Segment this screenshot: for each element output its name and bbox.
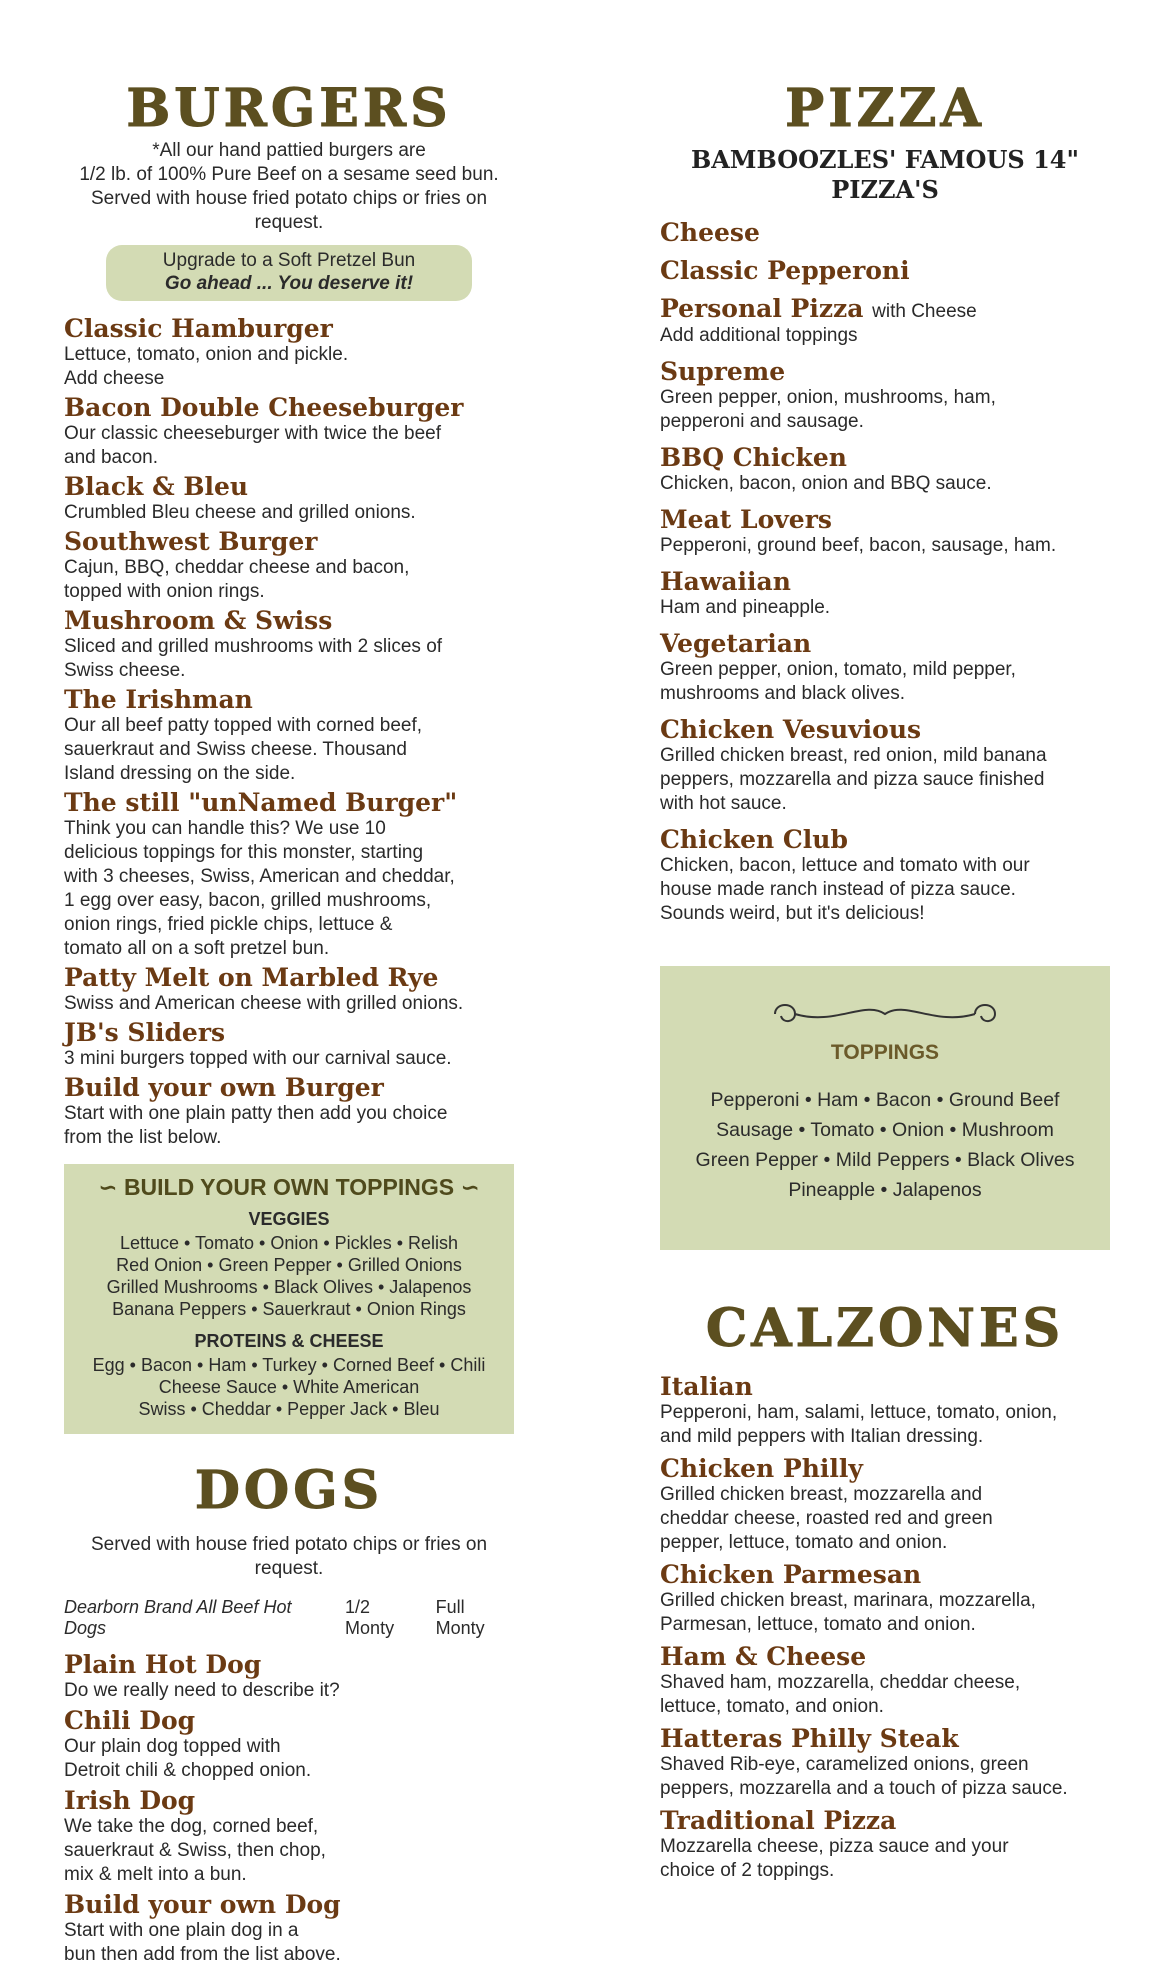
burgers-item-desc: Swiss cheese. — [64, 660, 186, 681]
calzones-item-desc: Grilled chicken breast, mozzarella and — [660, 1484, 983, 1505]
burgers-item-desc: and bacon. — [64, 447, 159, 468]
calzones-item-name-text: Ham & Cheese — [660, 1642, 867, 1671]
burgers-item-desc: 3 mini burgers topped with our carnival sauce. — [64, 1048, 452, 1069]
calzones-item — [660, 1725, 1110, 1801]
burgers-item-name — [64, 528, 514, 556]
pizza-item-desc: Green pepper, onion, tomato, mild pepper, — [660, 659, 1016, 680]
pizza-item-name — [660, 568, 1110, 596]
burgers-item — [64, 528, 514, 604]
burgers-item-desc: 1 egg over easy, bacon, grilled mushrooms, — [64, 890, 432, 911]
burgers-item-desc: Lettuce, tomato, onion and pickle. — [64, 344, 349, 365]
pizza-item-desc: house made ranch instead of pizza sauce. — [660, 879, 1016, 900]
build-toppings-header — [64, 1172, 514, 1202]
calzone-items — [660, 1373, 1110, 1883]
pizza-toppings-list — [660, 1085, 1110, 1205]
dogs-item-desc: Our plain dog topped with — [64, 1736, 281, 1757]
burgers-item — [64, 394, 514, 470]
calzones-item-name — [660, 1725, 1110, 1753]
burgers-item — [64, 1074, 514, 1150]
burgers-item-name — [64, 1074, 514, 1102]
veggie-line: Red Onion • Green Pepper • Grilled Onions — [116, 1255, 462, 1275]
pizza-item-desc: with hot sauce. — [660, 793, 787, 814]
burgers-item-name — [64, 394, 514, 422]
pizza-item-name-text: Vegetarian — [660, 629, 812, 658]
calzones-item-desc: peppers, mozzarella and a touch of pizza sauce. — [660, 1778, 1068, 1799]
burgers-item-desc: Swiss and American cheese with grilled onions. — [64, 993, 464, 1014]
burgers-item-name-text: The still "unNamed Burger" — [64, 788, 458, 817]
full-monty-label: Full Monty — [435, 1597, 485, 1638]
calzones-item-name — [660, 1643, 1110, 1671]
burgers-item-name — [64, 964, 514, 992]
dogs-item-desc: Start with one plain dog in a — [64, 1920, 299, 1941]
pizza-item — [660, 506, 1110, 558]
burgers-intro — [64, 139, 514, 235]
burgers-item — [64, 315, 514, 391]
burgers-item — [64, 473, 514, 525]
burgers-item-name-text: Patty Melt on Marbled Rye — [64, 963, 439, 992]
calzones-item — [660, 1643, 1110, 1719]
proteins-heading: PROTEINS & CHEESE — [194, 1331, 384, 1351]
calzones-item-name-text: Chicken Parmesan — [660, 1560, 922, 1589]
calzones-item-name-text: Italian — [660, 1372, 753, 1401]
veggie-line: Grilled Mushrooms • Black Olives • Jalapenos — [106, 1277, 472, 1297]
pizza-item-name-text: Supreme — [660, 357, 786, 386]
pizza-topping-line: Pepperoni • Ham • Bacon • Ground Beef — [710, 1089, 1060, 1111]
calzones-item-desc: pepper, lettuce, tomato and onion. — [660, 1532, 948, 1553]
pizza-item — [660, 295, 1110, 348]
dogs-brand: Dearborn Brand All Beef Hot Dogs — [64, 1597, 292, 1638]
burgers-item-desc: Our all beef patty topped with corned beef, — [64, 715, 423, 736]
dogs-item-name-text: Plain Hot Dog — [64, 1650, 262, 1679]
pizza-item-name — [660, 444, 1110, 472]
calzones-item-desc: Grilled chicken breast, marinara, mozzarella, — [660, 1590, 1036, 1611]
dogs-item-desc: Detroit chili & chopped onion. — [64, 1760, 312, 1781]
burgers-item — [64, 686, 514, 786]
scroll-ornament-icon — [755, 996, 1015, 1032]
calzones-item — [660, 1807, 1110, 1883]
right-column — [660, 0, 1110, 1883]
pizza-item-name-text: Chicken Club — [660, 825, 848, 854]
calzones-item-name — [660, 1455, 1110, 1483]
burgers-item — [64, 1019, 514, 1071]
pizza-item-desc: peppers, mozzarella and pizza sauce finished — [660, 769, 1045, 790]
veggie-line: Lettuce • Tomato • Onion • Pickles • Relish — [119, 1233, 459, 1253]
veggie-line: Banana Peppers • Sauerkraut • Onion Rings — [112, 1299, 466, 1319]
dogs-item-desc: sauerkraut & Swiss, then chop, — [64, 1840, 326, 1861]
burger-items — [64, 315, 514, 1150]
veggies-heading: VEGGIES — [248, 1209, 330, 1229]
calzones-item-desc: lettuce, tomato, and onion. — [660, 1696, 884, 1717]
protein-line: Egg • Bacon • Ham • Turkey • Corned Beef • Chili — [92, 1355, 486, 1375]
burgers-item-name-text: Southwest Burger — [64, 527, 318, 556]
dogs-item — [64, 1787, 514, 1887]
calzones-item-name-text: Hatteras Philly Steak — [660, 1724, 959, 1753]
burgers-item-desc: from the list below. — [64, 1127, 222, 1148]
pizza-toppings-title: TOPPINGS — [830, 1041, 940, 1064]
pizza-topping-line: Pineapple • Jalapenos — [788, 1179, 982, 1201]
pizza-item — [660, 568, 1110, 620]
burgers-item-desc: Island dressing on the side. — [64, 763, 296, 784]
pizza-item-name — [660, 295, 1110, 324]
pizza-item-name — [660, 716, 1110, 744]
burgers-item-desc: Cajun, BBQ, cheddar cheese and bacon, — [64, 557, 410, 578]
pizza-item — [660, 444, 1110, 496]
pizza-topping-line: Sausage • Tomato • Onion • Mushroom — [716, 1119, 1054, 1141]
pizza-item-desc: Pepperoni, ground beef, bacon, sausage, ham. — [660, 535, 1057, 556]
burgers-item-name-text: Black & Bleu — [64, 472, 249, 501]
pizza-item-desc: Green pepper, onion, mushrooms, ham, — [660, 387, 996, 408]
pizza-item-name — [660, 826, 1110, 854]
pizza-item — [660, 826, 1110, 926]
calzones-item-desc: Pepperoni, ham, salami, lettuce, tomato, onion, — [660, 1402, 1058, 1423]
pizza-topping-line: Green Pepper • Mild Peppers • Black Olives — [695, 1149, 1075, 1171]
dogs-item-name — [64, 1651, 514, 1679]
burgers-item-desc: tomato all on a soft pretzel bun. — [64, 938, 330, 959]
burgers-item-name — [64, 1019, 514, 1047]
pizza-item — [660, 257, 1110, 285]
burgers-item-desc: onion rings, fried pickle chips, lettuce & — [64, 914, 393, 935]
pizza-item-name — [660, 358, 1110, 386]
dogs-item-name — [64, 1707, 514, 1735]
protein-line: Swiss • Cheddar • Pepper Jack • Bleu — [138, 1399, 440, 1419]
pizza-item-desc: Sounds weird, but it's delicious! — [660, 903, 925, 924]
burgers-item — [64, 964, 514, 1016]
veggies-list — [64, 1232, 514, 1320]
pizza-item-name — [660, 257, 1110, 285]
dogs-item-name — [64, 1891, 514, 1919]
calzones-item-desc: Shaved Rib-eye, caramelized onions, green — [660, 1754, 1029, 1775]
dogs-item-name-text: Build your own Dog — [64, 1890, 341, 1919]
dogs-item — [64, 1891, 514, 1967]
upgrade-line: Upgrade to a Soft Pretzel Bun — [162, 250, 416, 271]
pizza-item-name — [660, 630, 1110, 658]
pizza-item-name-text: Personal Pizza — [660, 294, 864, 323]
dogs-item-desc: Do we really need to describe it? — [64, 1680, 340, 1701]
burgers-item-name — [64, 315, 514, 343]
burgers-item-desc: topped with onion rings. — [64, 581, 265, 602]
dogs-item-desc: mix & melt into a bun. — [64, 1864, 247, 1885]
pizza-item-desc: mushrooms and black olives. — [660, 683, 905, 704]
burgers-item-name — [64, 473, 514, 501]
pizza-item-name-text: Meat Lovers — [660, 505, 832, 534]
pizza-item-name-text: Cheese — [660, 218, 760, 247]
calzones-item-desc: choice of 2 toppings. — [660, 1860, 835, 1881]
burgers-item-name — [64, 789, 514, 817]
calzones-item-desc: Parmesan, lettuce, tomato and onion. — [660, 1614, 976, 1635]
build-toppings-box — [64, 1164, 514, 1434]
pizza-item-desc: Chicken, bacon, lettuce and tomato with our — [660, 855, 1030, 876]
pizza-item-name-text: BBQ Chicken — [660, 443, 847, 472]
pizza-item — [660, 358, 1110, 434]
build-toppings-title: BUILD YOUR OWN TOPPINGS — [123, 1174, 455, 1200]
calzones-item — [660, 1455, 1110, 1555]
pizza-item — [660, 219, 1110, 247]
calzones-item-desc: and mild peppers with Italian dressing. — [660, 1426, 984, 1447]
pizza-item-name-text: Hawaiian — [660, 567, 791, 596]
dogs-item — [64, 1707, 514, 1783]
dogs-brand-row — [64, 1597, 514, 1639]
pizza-item-desc: pepperoni and sausage. — [660, 411, 864, 432]
calzones-item-name — [660, 1561, 1110, 1589]
pretzel-upgrade-box — [106, 245, 472, 301]
calzones-title: CALZONES — [705, 1298, 1065, 1359]
burgers-title: BURGERS — [126, 78, 452, 139]
pizza-item-name-text: Chicken Vesuvious — [660, 715, 922, 744]
burgers-item-desc: Crumbled Bleu cheese and grilled onions. — [64, 502, 416, 523]
dogs-item-name-text: Irish Dog — [64, 1786, 196, 1815]
burgers-intro-line: *All our hand pattied burgers are — [152, 140, 426, 161]
dogs-item-desc: bun then add from the list above. — [64, 1944, 341, 1965]
calzones-item-name-text: Traditional Pizza — [660, 1806, 897, 1835]
dogs-item-name — [64, 1787, 514, 1815]
burgers-item-name — [64, 607, 514, 635]
pizza-item — [660, 716, 1110, 816]
calzones-item-desc: Mozzarella cheese, pizza sauce and your — [660, 1836, 1009, 1857]
pizza-item-desc: Chicken, bacon, onion and BBQ sauce. — [660, 473, 992, 494]
burgers-item-name-text: Build your own Burger — [64, 1073, 384, 1102]
pizza-toppings-box — [660, 966, 1110, 1250]
calzones-item-desc: Shaved ham, mozzarella, cheddar cheese, — [660, 1672, 1021, 1693]
dogs-intro: Served with house fried potato chips or fries on request. — [90, 1534, 488, 1579]
flourish-left-icon: ∽ — [98, 1174, 124, 1200]
pizza-item-suffix: with Cheese — [872, 301, 977, 322]
burgers-item-name-text: The Irishman — [64, 685, 253, 714]
burgers-item — [64, 607, 514, 683]
burgers-item-name-text: Classic Hamburger — [64, 314, 333, 343]
pizza-item — [660, 630, 1110, 706]
burgers-item-name — [64, 686, 514, 714]
burgers-item-desc: Sliced and grilled mushrooms with 2 slices of — [64, 636, 443, 657]
pizza-item-desc: Add additional toppings — [660, 325, 858, 346]
upgrade-tagline: Go ahead ... You deserve it! — [164, 273, 414, 294]
burgers-item — [64, 789, 514, 961]
dogs-item — [64, 1651, 514, 1703]
pizza-item-desc: Grilled chicken breast, red onion, mild banana — [660, 745, 1047, 766]
burgers-item-desc: Think you can handle this? We use 10 — [64, 818, 386, 839]
calzones-item-desc: cheddar cheese, roasted red and green — [660, 1508, 993, 1529]
left-column — [64, 0, 514, 1967]
calzones-item-name-text: Chicken Philly — [660, 1454, 863, 1483]
burgers-item-desc: with 3 cheeses, Swiss, American and cheddar, — [64, 866, 455, 887]
calzones-item-name — [660, 1807, 1110, 1835]
burgers-item-desc: sauerkraut and Swiss cheese. Thousand — [64, 739, 407, 760]
pizza-title: PIZZA — [785, 78, 985, 139]
pizza-subtitle: BAMBOOZLES' FAMOUS 14" PIZZA'S — [691, 145, 1079, 204]
burgers-item-desc: Start with one plain patty then add you choice — [64, 1103, 448, 1124]
dogs-title: DOGS — [194, 1460, 384, 1521]
burgers-intro-line: 1/2 lb. of 100% Pure Beef on a sesame seed bun. — [79, 164, 499, 185]
proteins-list — [64, 1354, 514, 1420]
burgers-item-desc: delicious toppings for this monster, starting — [64, 842, 424, 863]
pizza-item-name — [660, 219, 1110, 247]
pizza-item-name — [660, 506, 1110, 534]
pizza-items — [660, 219, 1110, 926]
burgers-item-desc: Our classic cheeseburger with twice the beef — [64, 423, 442, 444]
pizza-item-desc: Ham and pineapple. — [660, 597, 831, 618]
protein-line: Cheese Sauce • White American — [158, 1377, 420, 1397]
burgers-intro-line: Served with house fried potato chips or fries on request. — [90, 188, 488, 233]
flourish-right-icon: ∽ — [454, 1174, 480, 1200]
half-monty-label: 1/2 Monty — [345, 1597, 395, 1638]
pizza-item-name-text: Classic Pepperoni — [660, 256, 910, 285]
burgers-item-name-text: Mushroom & Swiss — [64, 606, 333, 635]
burgers-item-name-text: Bacon Double Cheeseburger — [64, 393, 464, 422]
burgers-item-name-text: JB's Sliders — [64, 1018, 226, 1047]
calzones-item — [660, 1373, 1110, 1449]
calzones-item — [660, 1561, 1110, 1637]
burgers-item-desc: Add cheese — [64, 368, 165, 389]
calzones-item-name — [660, 1373, 1110, 1401]
dogs-item-name-text: Chili Dog — [64, 1706, 196, 1735]
dogs-item-desc: We take the dog, corned beef, — [64, 1816, 319, 1837]
